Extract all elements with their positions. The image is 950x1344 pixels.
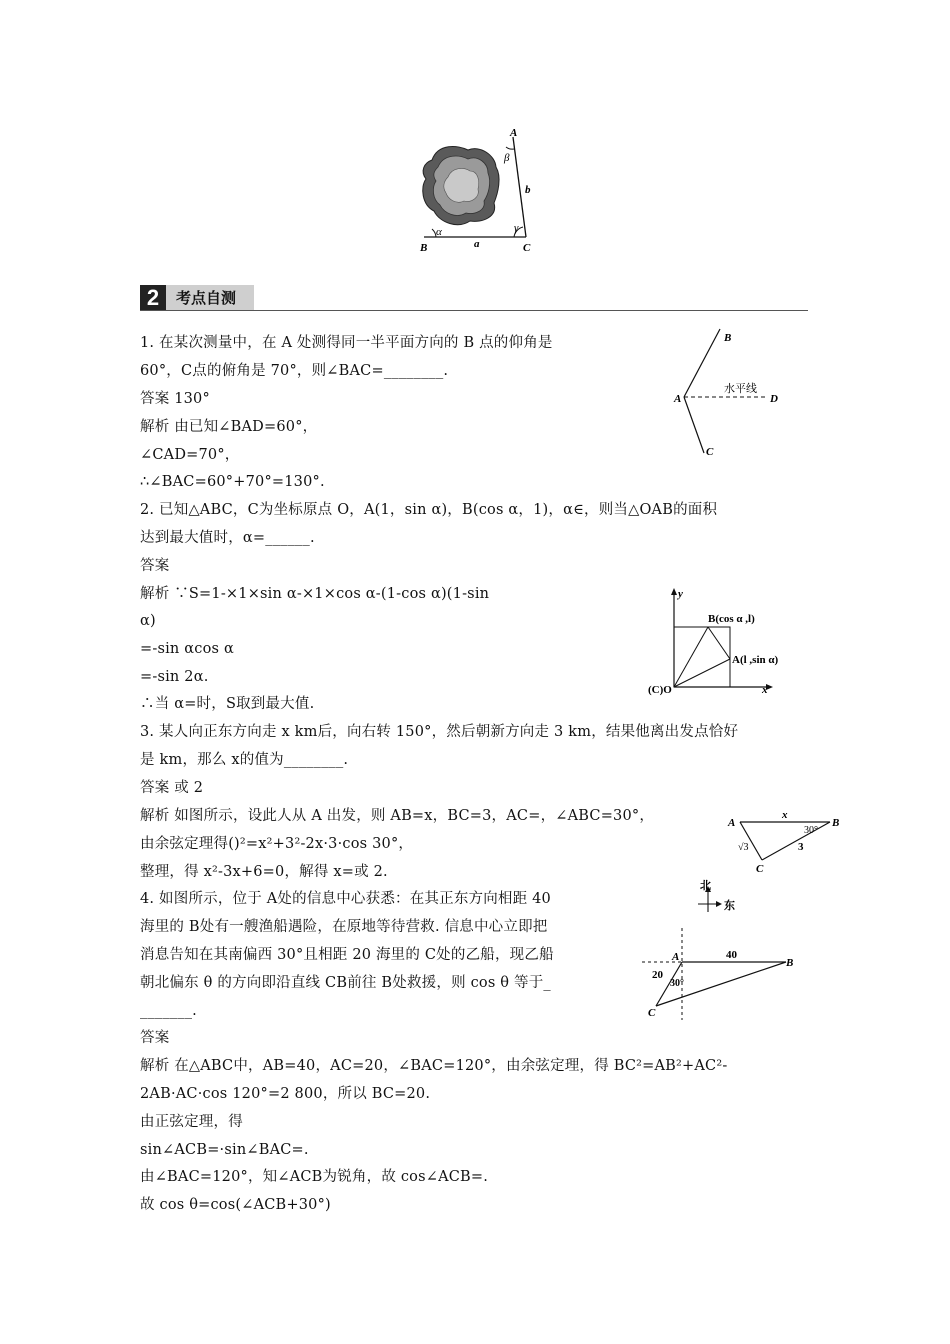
p1-answer: 答案 130° [140, 391, 210, 407]
label-angle: 30° [804, 825, 818, 836]
label-x: x [782, 809, 788, 821]
east-arrow [716, 901, 722, 907]
label-A: A [672, 951, 680, 963]
label-B: B [832, 817, 840, 829]
label-gamma: γ [514, 222, 519, 234]
label-3: 3 [798, 841, 804, 853]
p4-sol1: 解析 在△ABC中，AB=40，AC=20，∠BAC=120°，由余弦定理，得 BC²=AB²+AC²- [140, 1058, 728, 1074]
p2-sol3: =-sin αcos α [140, 641, 234, 657]
p3-sol3: 整理，得 x²-3x+6=0，解得 x=或 2. [140, 864, 388, 880]
label-alpha: α [436, 226, 442, 238]
angle-beta-arc [506, 147, 514, 149]
p3-sol1: 解析 如图所示，设此人从 A 出发，则 AB=x，BC=3，AC=，∠ABC=30°， [140, 808, 655, 824]
label-A: A(l ,sin α) [732, 654, 779, 666]
label-A: A [674, 393, 682, 405]
label-C: C [648, 1007, 656, 1019]
p1-sol1: 解析 由已知∠BAD=60°， [140, 419, 318, 435]
y-arrow [671, 588, 677, 595]
label-B: B [724, 332, 732, 344]
p1-figure [670, 325, 790, 465]
section-number: 2 [140, 285, 166, 311]
p4-answer: 答案 [140, 1030, 170, 1046]
p4-sol3: 由正弦定理，得 [140, 1114, 243, 1130]
label-root3: √3 [738, 842, 749, 853]
p4-line3: 消息告知在其南偏西 30°且相距 20 海里的 C处的乙船，现乙船 [140, 947, 554, 963]
p4-sol4: sin∠ACB=·sin∠BAC=. [140, 1142, 309, 1158]
p4-sol2: 2AB·AC·cos 120°=2 800，所以 BC=20. [140, 1086, 431, 1102]
label-beta: β [504, 152, 510, 164]
p4-sol6: 故 cos θ=cos(∠ACB+30°) [140, 1197, 331, 1213]
label-east: 东 [724, 900, 735, 912]
p3-figure [726, 808, 846, 880]
p1-line2: 60°，C点的俯角是 70°，则∠BAC=________. [140, 363, 449, 379]
label-B: B(cos α ,l) [708, 613, 755, 625]
section-rule [140, 310, 808, 311]
p4-line5: _______. [140, 1003, 197, 1019]
label-O: (C)O [648, 684, 672, 696]
p3-line1: 3. 某人向正东方向走 x km后，向右转 150°，然后朝新方向走 3 km，结果他离出发点恰好 [140, 724, 739, 740]
p2-line1: 2. 已知△ABC，C为坐标原点 O，A(1，sin α)，B(cos α，1)，α∈，则当△OAB的面积 [140, 502, 718, 518]
p3-sol2: 由余弦定理得()²=x²+3²-2x·3·cos 30°， [140, 836, 414, 852]
label-y: y [678, 588, 683, 600]
section-title: 考点自测 [166, 285, 254, 311]
label-north: 北 [700, 880, 711, 892]
p3-line2: 是 km，那么 x的值为________. [140, 752, 349, 768]
p1-sol3: ∴∠BAC=60°+70°=130°. [140, 474, 325, 490]
p2-sol1: 解析 ∵S=1-×1×sin α-×1×cos α-(1-cos α)(1-sin [140, 586, 490, 602]
p2-figure [646, 585, 786, 697]
label-a: a [474, 238, 480, 250]
label-A: A [510, 127, 518, 139]
ray-AB [684, 329, 720, 397]
label-A: A [728, 817, 736, 829]
p2-answer: 答案 [140, 558, 170, 574]
label-B: B [420, 242, 428, 254]
label-x: x [762, 684, 768, 696]
label-C: C [523, 242, 531, 254]
label-b: b [525, 184, 531, 196]
label-D: D [770, 393, 778, 405]
p4-figure [640, 878, 810, 1023]
label-B: B [786, 957, 794, 969]
side-BC [762, 822, 830, 860]
seg-AB [708, 627, 730, 659]
p2-sol5: ∴当 α=时，S取到最大值. [140, 696, 315, 712]
p2-sol4: =-sin 2α. [140, 669, 209, 685]
label-40: 40 [726, 949, 737, 961]
side-AC [740, 822, 762, 860]
p2-line2: 达到最大值时，α=______. [140, 530, 315, 546]
lake-triangle-figure [410, 125, 550, 255]
label-20: 20 [652, 969, 663, 981]
p1-sol2: ∠CAD=70°， [140, 447, 240, 463]
p1-line1: 1. 在某次测量中，在 A 处测得同一半平面方向的 B 点的仰角是 [140, 335, 553, 351]
label-horizontal: 水平线 [724, 383, 757, 395]
label-C: C [706, 446, 714, 458]
label-C: C [756, 863, 764, 875]
unit-square [674, 627, 730, 687]
p4-line2: 海里的 B处有一艘渔船遇险，在原地等待营救. 信息中心立即把 [140, 919, 548, 935]
p2-sol2: α) [140, 613, 156, 629]
p3-answer: 答案 或 2 [140, 780, 204, 796]
p4-line4: 朝北偏东 θ 的方向即沿直线 CB前往 B处救援，则 cos θ 等于_ [140, 975, 551, 991]
ray-AC [684, 397, 704, 453]
p4-sol5: 由∠BAC=120°，知∠ACB为锐角，故 cos∠ACB=. [140, 1169, 489, 1185]
p4-line1: 4. 如图所示，位于 A处的信息中心获悉：在其正东方向相距 40 [140, 891, 551, 907]
label-angle: 30° [670, 978, 684, 989]
